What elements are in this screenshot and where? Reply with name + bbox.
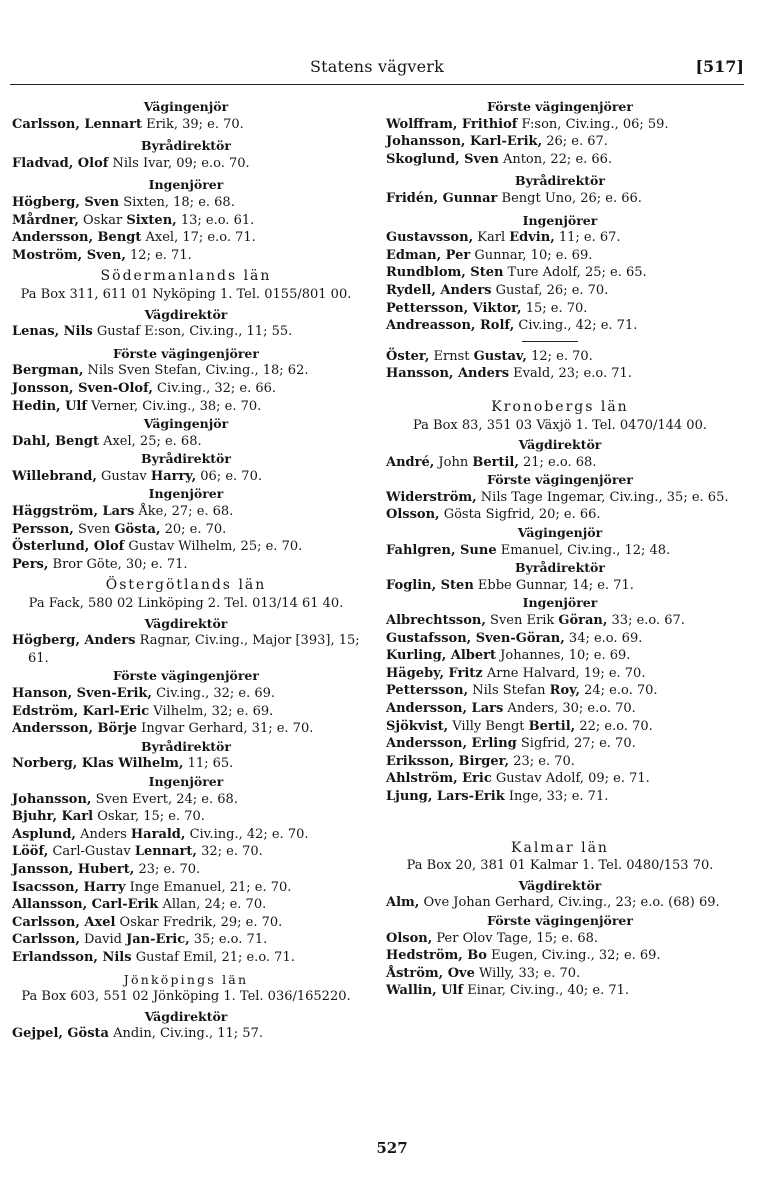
entry [12, 538, 360, 556]
entry [386, 930, 734, 948]
entry-details: Civ.ing., 32; e. 66. [152, 380, 277, 396]
entry [386, 542, 734, 560]
entry [12, 155, 360, 173]
entry [386, 647, 734, 665]
entry-details: Gustav Adolf, 09; e. 71. [491, 771, 650, 787]
entry-name: Hansson, Anders [386, 366, 510, 382]
entry-name: Lenas, Nils [12, 324, 93, 340]
entry-details: 23; e. 70. [509, 753, 575, 769]
entry-details: Johannes, 10; e. 69. [496, 648, 631, 664]
entry [12, 229, 360, 247]
entry [12, 931, 360, 949]
entry [12, 632, 360, 667]
entry-name: Bergman, [12, 363, 84, 379]
entry-details: F:son, Civ.ing., 06; 59. [517, 116, 669, 132]
entry [12, 879, 360, 897]
entry-details: Ragnar, Civ.ing., Major [393], 15; 61. [28, 633, 360, 666]
entry-name: Gustafsson, Sven-Göran, [386, 630, 565, 646]
entry-name: Edström, Karl-Eric [12, 703, 150, 719]
entry-details: Åke, 27; e. 68. [134, 504, 234, 520]
entry [12, 1025, 360, 1043]
entry [386, 264, 734, 282]
entry [386, 630, 734, 648]
entry [12, 212, 360, 230]
role-heading: Ingenjörer [522, 212, 598, 228]
entry-name: Gösta, [114, 521, 161, 537]
entry-details: Verner, Civ.ing., 38; e. 70. [86, 398, 262, 414]
county-address: Pa Box 311, 611 01 Nyköping 1. Tel. 0155/801 00. [20, 286, 352, 302]
entry-details: Per Olov Tage, 15; e. 68. [432, 930, 599, 946]
entry-name: Andersson, Börje [12, 721, 138, 737]
entry-details: 23; e. 70. [134, 861, 201, 877]
entry [386, 735, 734, 753]
entry [12, 556, 360, 574]
entry-name: Norberg, Klas Wilhelm, [12, 756, 184, 772]
entry-name: Moström, Sven, [12, 247, 126, 263]
entry [386, 133, 734, 151]
entry-name: Harald, [130, 826, 186, 842]
entry-details: Gustaf Emil, 21; e.o. 71. [131, 949, 295, 965]
role-heading: Vägdirektör [518, 877, 602, 893]
entry-name: Pettersson, [386, 683, 469, 699]
entry [12, 503, 360, 521]
entry [12, 896, 360, 914]
role-heading: Förste vägingenjörer [487, 912, 633, 928]
role-heading: Byrådirektör [515, 560, 605, 576]
entry-name: Fahlgren, Sune [386, 542, 497, 558]
entry-details: 24; e.o. 70. [579, 683, 658, 699]
entry-name: Andersson, Bengt [12, 230, 142, 246]
entry-details: Inge, 33; e. 71. [504, 788, 609, 804]
entry-name: Wolffram, Frithiof [386, 116, 518, 132]
entry-details: Anton, 22; e. 66. [498, 151, 613, 167]
entry-details: Nils Ivar, 09; e.o. 70. [108, 155, 250, 171]
section-divider [522, 341, 578, 342]
entry-name: Österlund, Olof [12, 539, 125, 555]
entry-name: Carlsson, [12, 932, 80, 948]
role-heading: Vägingenjör [517, 525, 603, 541]
entry-name: Sixten, [126, 212, 177, 228]
county-heading: Östergötlands län [105, 577, 267, 594]
entry [12, 247, 360, 265]
entry-details: 20; e. 70. [160, 521, 227, 537]
entry-details: Anders, 30; e.o. 70. [503, 701, 636, 716]
entry [12, 791, 360, 809]
entry-name: Bjuhr, Karl [12, 809, 94, 825]
entry-details: 06; e. 70. [196, 468, 262, 484]
entry [12, 380, 360, 398]
entry-details: Allan, 24; e. 70. [158, 897, 267, 913]
entry-name: Andreasson, Rolf, [386, 318, 515, 334]
entry [12, 468, 360, 486]
entry-name: Lennart, [134, 844, 197, 860]
entry [386, 151, 734, 169]
entry-name: Jansson, Hubert, [12, 861, 135, 877]
entry-details: Gunnar, 10; e. 69. [470, 247, 593, 263]
entry-details: Sigfrid, 27; e. 70. [516, 736, 636, 752]
county-heading: Kronobergs län [491, 398, 629, 415]
entry-details: Oskar Fredrik, 29; e. 70. [115, 914, 283, 930]
entry [386, 190, 734, 208]
entry [386, 965, 734, 983]
entry-name: Ljung, Lars-Erik [386, 788, 505, 804]
entry [12, 362, 360, 380]
entry-name: Sjökvist, [386, 718, 449, 734]
entry [386, 282, 734, 300]
entry-name: Andersson, Lars [386, 701, 504, 716]
entry [386, 753, 734, 771]
entry-name: Allansson, Carl-Erik [12, 897, 159, 913]
entry-name: Edvin, [509, 230, 555, 246]
entry-details: 15; e. 70. [521, 300, 588, 316]
entry-name: Åström, Ove [386, 965, 475, 981]
entry-name: Hedström, Bo [386, 948, 487, 964]
entry-details: Vilhelm, 32; e. 69. [149, 703, 274, 719]
entry-name: Hedin, Ulf [12, 398, 87, 414]
entry-details: Gustav [96, 468, 151, 484]
entry-details: Andin, Civ.ing., 11; 57. [108, 1026, 263, 1042]
entry-name: Foglin, Sten [386, 577, 474, 593]
entry-name: Edman, Per [386, 247, 471, 263]
entry-name: Persson, [12, 521, 74, 537]
entry-details: 26; e. 67. [542, 134, 608, 150]
left-column [12, 98, 360, 1043]
role-heading: Vägingenjör [143, 416, 229, 432]
entry [386, 612, 734, 630]
entry-details: Sven Evert, 24; e. 68. [91, 791, 238, 807]
entry-name: Bertil, [528, 718, 576, 734]
entry [386, 770, 734, 788]
entry-name: Mårdner, [12, 212, 79, 228]
county-address: Pa Box 20, 381 01 Kalmar 1. Tel. 0480/153 70. [406, 858, 714, 874]
entry [12, 861, 360, 879]
entry [386, 788, 734, 806]
entry [12, 826, 360, 844]
entry-details: Civ.ing., 32; e. 69. [151, 686, 276, 701]
entry [386, 116, 734, 134]
role-heading: Vägdirektör [518, 437, 602, 453]
entry-details: Bror Göte, 30; e. 71. [48, 556, 188, 572]
entry [12, 323, 360, 341]
entry [386, 300, 734, 318]
entry-name: Olson, [386, 930, 433, 946]
entry-details: John [434, 454, 473, 470]
entry-details: Nils Tage Ingemar, Civ.ing., 35; e. 65. [476, 489, 729, 505]
entry-name: Gejpel, Gösta [12, 1026, 109, 1042]
county-heading: Södermanlands län [100, 268, 272, 285]
county-address: Pa Fack, 580 02 Linköping 2. Tel. 013/14 61 40. [28, 596, 344, 612]
entry-details: 22; e.o. 70. [575, 718, 653, 734]
entry-name: Rundblom, Sten [386, 265, 504, 281]
entry [386, 982, 734, 1000]
entry-name: Alm, [386, 895, 420, 911]
entry-details: Civ.ing., 42; e. 71. [514, 318, 638, 334]
entry [386, 682, 734, 700]
entry-name: Jonsson, Sven-Olof, [12, 380, 153, 396]
entry-name: Andersson, Erling [386, 736, 517, 752]
entry-name: Isacsson, Harry [12, 879, 126, 895]
entry-details: 11; e. 67. [554, 230, 621, 246]
page-number: 527 [376, 1139, 408, 1157]
entry-name: Carlsson, Lennart [12, 116, 142, 132]
entry-details: 11; 65. [183, 756, 234, 772]
entry [386, 665, 734, 683]
role-heading: Ingenjörer [148, 486, 224, 502]
county-heading: Kalmar län [511, 839, 609, 856]
role-heading: Byrådirektör [141, 738, 231, 754]
entry [386, 365, 734, 383]
entry-name: Rydell, Anders [386, 282, 492, 298]
role-heading: Byrådirektör [515, 173, 605, 189]
county-address: Pa Box 83, 351 03 Växjö 1. Tel. 0470/144 00. [413, 417, 707, 433]
entry-name: Jan-Eric, [126, 932, 190, 948]
role-heading: Vägdirektör [144, 615, 228, 631]
entry [12, 843, 360, 861]
entry [12, 808, 360, 826]
entry-name: André, [386, 454, 435, 470]
role-heading: Byrådirektör [141, 138, 231, 154]
entry-details: Sven Erik [485, 613, 559, 629]
role-heading: Ingenjörer [522, 595, 598, 611]
entry [12, 685, 360, 703]
entry-name: Hägeby, Fritz [386, 665, 483, 681]
entry [386, 348, 734, 366]
entry-details: Oskar, 15; e. 70. [93, 809, 205, 825]
entry-name: Kurling, Albert [386, 648, 497, 664]
entry-details: 12; e. 70. [526, 348, 593, 364]
entry [12, 194, 360, 212]
entry-name: Gustav, [473, 348, 527, 364]
entry-details: Karl [473, 230, 510, 246]
entry-name: Willebrand, [12, 468, 97, 484]
entry-name: Gustavsson, [386, 230, 474, 246]
entry-name: Johansson, [12, 791, 92, 807]
entry-details: 12; e. 71. [125, 247, 192, 263]
entry [386, 718, 734, 736]
role-heading: Vägdirektör [144, 1008, 228, 1024]
entry [386, 506, 734, 524]
entry-details: 13; e.o. 61. [176, 212, 255, 228]
right-column [386, 98, 734, 1000]
entry-details: Carl-Gustav [48, 844, 135, 860]
entry-details: Einar, Civ.ing., 40; e. 71. [463, 983, 630, 999]
entry-name: Ahlström, Eric [386, 771, 492, 787]
county-heading: Jönköpings län [123, 971, 249, 987]
entry-details: Axel, 17; e.o. 71. [141, 230, 256, 246]
entry [12, 433, 360, 451]
entry-details: Nils Stefan [468, 683, 550, 699]
entry [386, 700, 734, 718]
entry-name: Bertil, [472, 454, 519, 470]
entry-name: Olsson, [386, 507, 440, 523]
entry-details: Evald, 23; e.o. 71. [509, 366, 632, 382]
entry-details: Civ.ing., 42; e. 70. [185, 826, 309, 842]
entry-name: Pettersson, Viktor, [386, 300, 522, 316]
entry-details: Gustav Wilhelm, 25; e. 70. [124, 539, 303, 555]
role-heading: Förste vägingenjörer [487, 99, 633, 114]
entry [386, 454, 734, 472]
entry-details: Axel, 25; e. 68. [98, 433, 202, 449]
entry-details: Gustaf, 26; e. 70. [491, 282, 609, 298]
entry-name: Göran, [558, 613, 608, 629]
entry-details: Ture Adolf, 25; e. 65. [503, 265, 647, 281]
entry [12, 755, 360, 773]
entry [386, 577, 734, 595]
entry-name: Hanson, Sven-Erik, [12, 686, 152, 701]
entry-name: Erlandsson, Nils [12, 949, 132, 965]
entry-name: Johansson, Karl-Erik, [386, 134, 543, 150]
entry-name: Albrechtsson, [386, 613, 486, 629]
entry-name: Fridén, Gunnar [386, 190, 498, 206]
entry [12, 703, 360, 721]
entry-details: 21; e.o. 68. [518, 454, 597, 470]
entry-details: Willy, 33; e. 70. [474, 965, 581, 981]
entry-details: 35; e.o. 71. [189, 932, 268, 948]
entry-name: Högberg, Sven [12, 194, 120, 210]
entry [386, 947, 734, 965]
entry-name: Eriksson, Birger, [386, 753, 510, 769]
entry-details: 33; e.o. 67. [607, 613, 685, 629]
entry-name: Widerström, [386, 489, 477, 505]
entry [12, 521, 360, 539]
entry [386, 229, 734, 247]
entry-details: Emanuel, Civ.ing., 12; 48. [496, 542, 671, 558]
entry-details: Villy Bengt [448, 718, 529, 734]
entry-details: Ernst [429, 348, 474, 364]
role-heading: Ingenjörer [148, 177, 224, 193]
entry-details: Eugen, Civ.ing., 32; e. 69. [486, 948, 661, 964]
entry-details: Ebbe Gunnar, 14; e. 71. [473, 577, 634, 593]
entry-details: Ove Johan Gerhard, Civ.ing., 23; e.o. (68) 69. [419, 895, 720, 911]
entry-details: Gustaf E:son, Civ.ing., 11; 55. [92, 324, 293, 340]
entry [12, 949, 360, 967]
entry-name: Dahl, Bengt [12, 433, 99, 449]
entry-details: Sixten, 18; e. 68. [119, 194, 235, 210]
entry-details: Sven [73, 521, 115, 537]
entry-details: Ingvar Gerhard, 31; e. 70. [137, 721, 314, 737]
entry-details: Oskar [78, 212, 127, 228]
entry-details: David [79, 932, 127, 948]
entry [12, 398, 360, 416]
header-title: Statens vägverk [309, 57, 445, 76]
entry-name: Harry, [150, 468, 197, 484]
entry-name: Högberg, Anders [12, 633, 136, 649]
county-address: Pa Box 603, 551 02 Jönköping 1. Tel. 036/165220. [21, 989, 351, 1005]
entry-details: Arne Halvard, 19; e. 70. [482, 665, 646, 681]
entry [386, 489, 734, 507]
entry [386, 317, 734, 335]
entry [12, 116, 360, 134]
entry-name: Carlsson, Axel [12, 914, 116, 930]
entry [386, 247, 734, 265]
entry-name: Roy, [549, 683, 580, 699]
role-heading: Förste vägingenjörer [487, 472, 633, 488]
role-heading: Ingenjörer [148, 773, 224, 789]
entry-details: Nils Sven Stefan, Civ.ing., 18; 62. [83, 363, 309, 379]
entry-details: Inge Emanuel, 21; e. 70. [125, 879, 292, 895]
entry-details: Bengt Uno, 26; e. 66. [497, 190, 642, 206]
entry-details: Gösta Sigfrid, 20; e. 66. [439, 507, 601, 523]
entry [12, 720, 360, 738]
entry-name: Häggström, Lars [12, 504, 135, 520]
running-header [10, 58, 744, 85]
entry-name: Fladvad, Olof [12, 155, 109, 171]
entry-name: Öster, [386, 348, 430, 364]
entry [386, 894, 734, 912]
header-page-ref: [517] [695, 57, 744, 76]
role-heading: Förste vägingenjörer [113, 668, 259, 684]
entry-name: Asplund, [12, 826, 76, 842]
entry [12, 914, 360, 932]
entry-name: Wallin, Ulf [386, 983, 464, 999]
role-heading: Vägingenjör [143, 99, 229, 114]
entry-details: Erik, 39; e. 70. [141, 116, 244, 132]
role-heading: Vägdirektör [144, 306, 228, 322]
role-heading: Byrådirektör [141, 451, 231, 467]
entry-name: Pers, [12, 556, 49, 572]
role-heading: Förste vägingenjörer [113, 345, 259, 361]
entry-details: Anders [75, 826, 131, 842]
entry-details: 32; e. 70. [196, 844, 263, 860]
entry-details: 34; e.o. 69. [564, 630, 643, 646]
entry-name: Lööf, [12, 844, 49, 860]
entry-name: Skoglund, Sven [386, 151, 499, 167]
